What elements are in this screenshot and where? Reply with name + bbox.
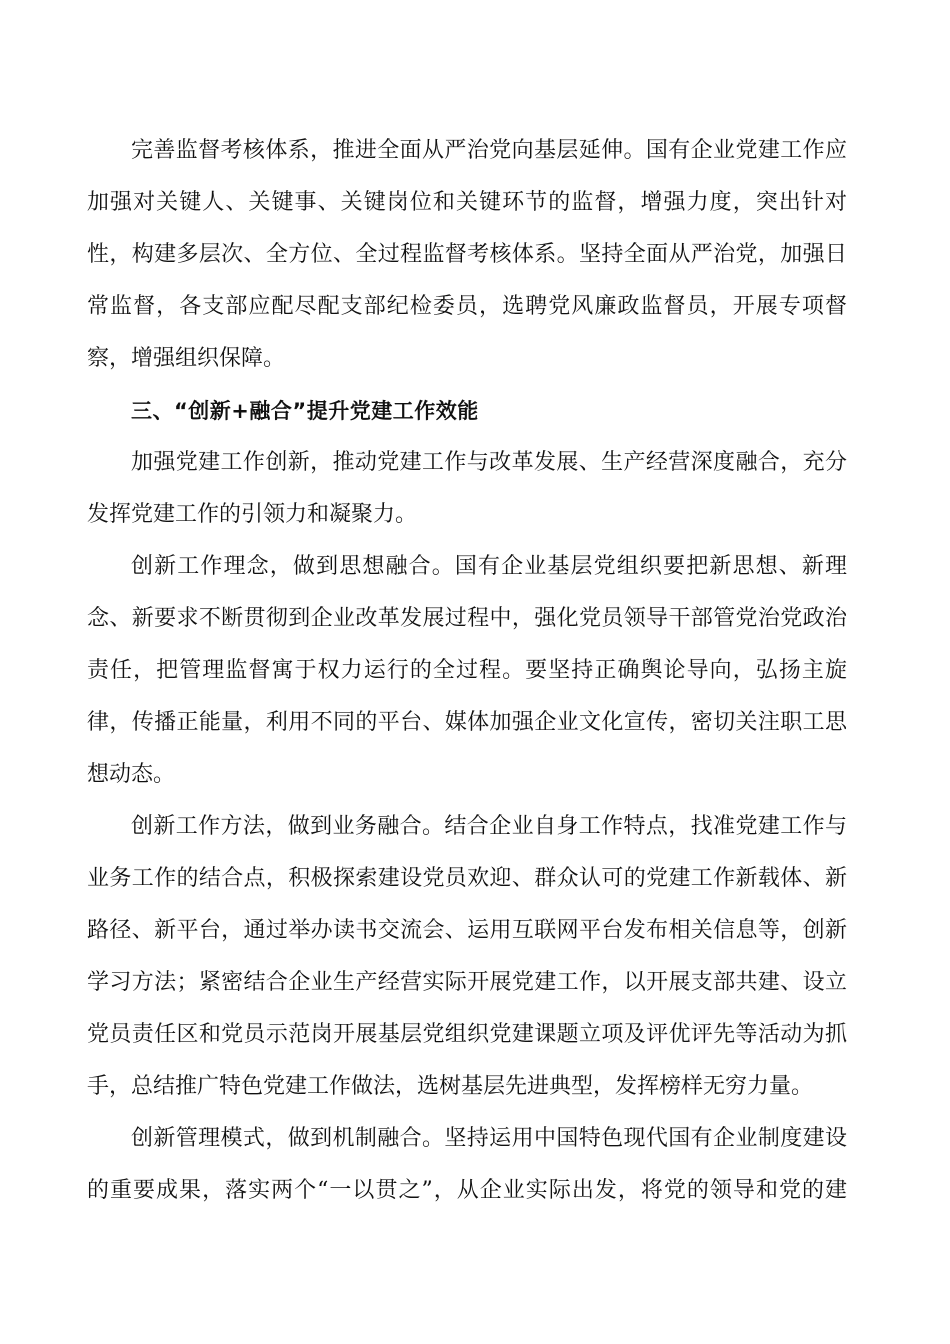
text-line: 业务工作的结合点，积极探索建设党员欢迎、群众认可的党建工作新载体、新 [87, 866, 847, 891]
text-line: 常监督，各支部应配尽配支部纪检委员，选聘党风廉政监督员，开展专项督 [87, 294, 847, 319]
paragraph-mechanism-fusion [87, 1117, 847, 1221]
text-line: 的重要成果，落实两个“一以贯之”，从企业实际出发，将党的领导和党的建 [87, 1178, 847, 1203]
text-line: 加强党建工作创新，推动党建工作与改革发展、生产经营深度融合，充分 [131, 450, 847, 475]
text-line: 责任，把管理监督寓于权力运行的全过程。要坚持正确舆论导向，弘扬主旋 [87, 658, 847, 683]
text-line: 党员责任区和党员示范岗开展基层党组织党建课题立项及评优评先等活动为抓 [87, 1022, 847, 1047]
section-heading [87, 389, 847, 441]
text-line: 创新管理模式，做到机制融合。坚持运用中国特色现代国有企业制度建设 [131, 1126, 847, 1151]
text-line: 察，增强组织保障。 [87, 346, 286, 371]
text-line: 完善监督考核体系，推进全面从严治党向基层延伸。国有企业党建工作应 [131, 138, 847, 163]
paragraph-business-fusion [87, 805, 847, 1117]
section-heading-text: 三、“创新+融合”提升党建工作效能 [131, 399, 479, 423]
text-line: 学习方法；紧密结合企业生产经营实际开展党建工作，以开展支部共建、设立 [87, 970, 847, 995]
paragraph-supervision [87, 129, 847, 389]
text-line: 想动态。 [87, 762, 176, 787]
text-line: 创新工作方法，做到业务融合。结合企业自身工作特点，找准党建工作与 [131, 814, 847, 839]
paragraph-innovation-intro [87, 441, 847, 545]
document-body [87, 129, 847, 1221]
text-line: 创新工作理念，做到思想融合。国有企业基层党组织要把新思想、新理 [131, 554, 847, 579]
text-line: 加强对关键人、关键事、关键岗位和关键环节的监督，增强力度，突出针对 [87, 190, 847, 215]
text-line: 律，传播正能量，利用不同的平台、媒体加强企业文化宣传，密切关注职工思 [87, 710, 847, 735]
text-line: 手，总结推广特色党建工作做法，选树基层先进典型，发挥榜样无穷力量。 [87, 1074, 814, 1099]
text-line: 路径、新平台，通过举办读书交流会、运用互联网平台发布相关信息等，创新 [87, 918, 847, 943]
paragraph-ideology-fusion [87, 545, 847, 805]
text-line: 发挥党建工作的引领力和凝聚力。 [87, 502, 418, 527]
text-line: 性，构建多层次、全方位、全过程监督考核体系。坚持全面从严治党，加强日 [87, 242, 847, 267]
text-line: 念、新要求不断贯彻到企业改革发展过程中，强化党员领导干部管党治党政治 [87, 606, 847, 631]
